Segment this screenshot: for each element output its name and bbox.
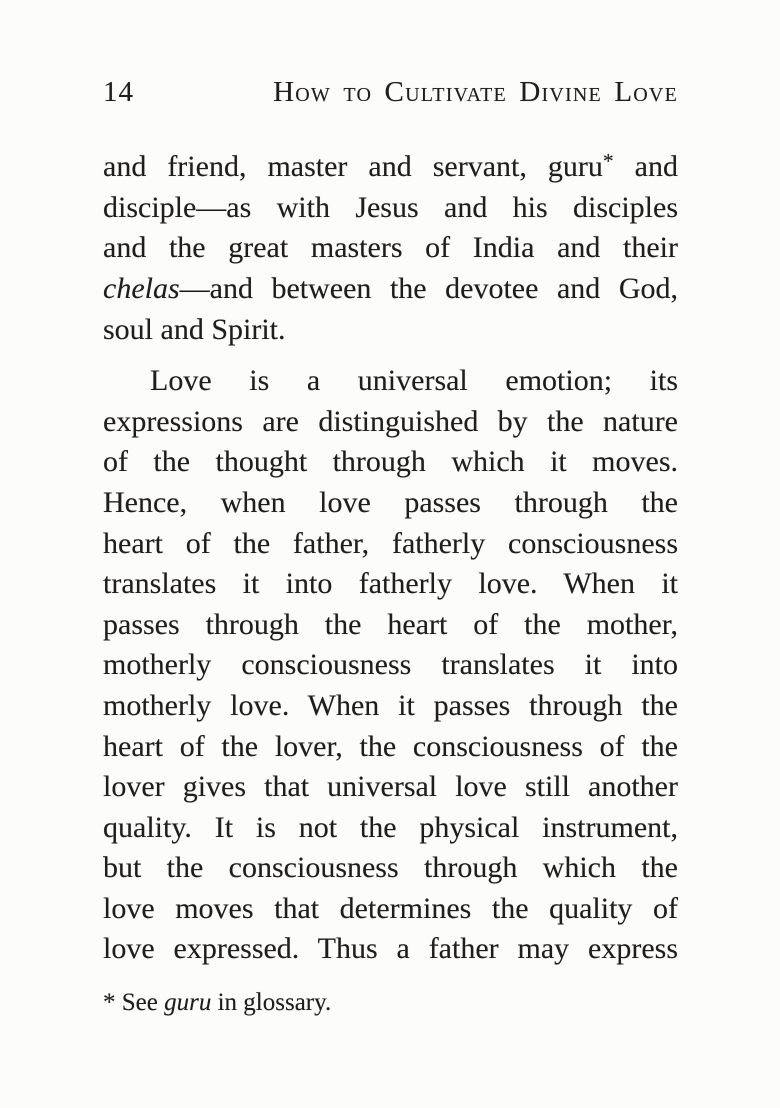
text-run: quality. It is not the physical instrument,	[103, 810, 678, 844]
footnote	[103, 986, 678, 1019]
text-line	[103, 929, 678, 970]
text-line	[103, 848, 678, 889]
text-run: lover gives that universal love still another	[103, 770, 678, 804]
text-run: expressions are distinguished by the nature	[103, 404, 678, 438]
text-line	[103, 310, 678, 351]
text-run: heart of the father, fatherly consciousness	[103, 526, 678, 560]
text-run: but the consciousness through which the	[103, 851, 678, 885]
text-line	[103, 564, 678, 605]
paragraph	[103, 361, 678, 970]
text-run: guru	[164, 989, 212, 1016]
text-run: * See	[103, 989, 165, 1016]
text-run: and friend, master and servant, guru	[103, 150, 603, 184]
text-run: chelas	[103, 271, 180, 305]
body-text	[103, 141, 678, 970]
text-run: and the great masters of India and their	[103, 231, 678, 265]
text-run: translates it into fatherly love. When it	[103, 567, 678, 601]
page-number: 14	[103, 76, 134, 108]
text-line	[103, 605, 678, 646]
text-run: of the thought through which it moves.	[103, 445, 678, 479]
text-line	[103, 402, 678, 443]
text-line	[103, 808, 678, 849]
page-header	[103, 76, 678, 109]
text-run: *	[602, 149, 614, 173]
text-line	[103, 767, 678, 808]
text-run: in glossary.	[211, 989, 332, 1016]
text-run: disciple—as with Jesus and his disciples	[103, 190, 678, 224]
text-run: love moves that determines the quality of	[103, 891, 678, 925]
text-line	[103, 228, 678, 269]
running-title: How to Cultivate Divine Love	[273, 76, 678, 108]
text-line	[103, 483, 678, 524]
text-run: Love is a universal emotion; its	[150, 364, 678, 398]
text-line	[103, 141, 678, 188]
text-run: heart of the lover, the consciousness of the	[103, 729, 678, 763]
text-run: passes through the heart of the mother,	[103, 607, 678, 641]
paragraph	[103, 141, 678, 350]
text-run: and	[613, 150, 678, 184]
text-run: love expressed. Thus a father may express	[103, 932, 678, 966]
text-line	[103, 269, 678, 310]
text-line	[103, 442, 678, 483]
text-line	[103, 889, 678, 930]
text-line	[103, 686, 678, 727]
text-line	[103, 524, 678, 565]
text-line	[103, 361, 678, 402]
text-line	[103, 645, 678, 686]
text-run: soul and Spirit.	[103, 312, 286, 346]
text-line	[103, 188, 678, 229]
text-run: —and between the devotee and God,	[179, 271, 678, 305]
text-run: motherly love. When it passes through the	[103, 688, 678, 722]
text-line	[103, 727, 678, 768]
text-run: motherly consciousness translates it into	[103, 648, 678, 682]
text-run: Hence, when love passes through the	[103, 485, 678, 519]
